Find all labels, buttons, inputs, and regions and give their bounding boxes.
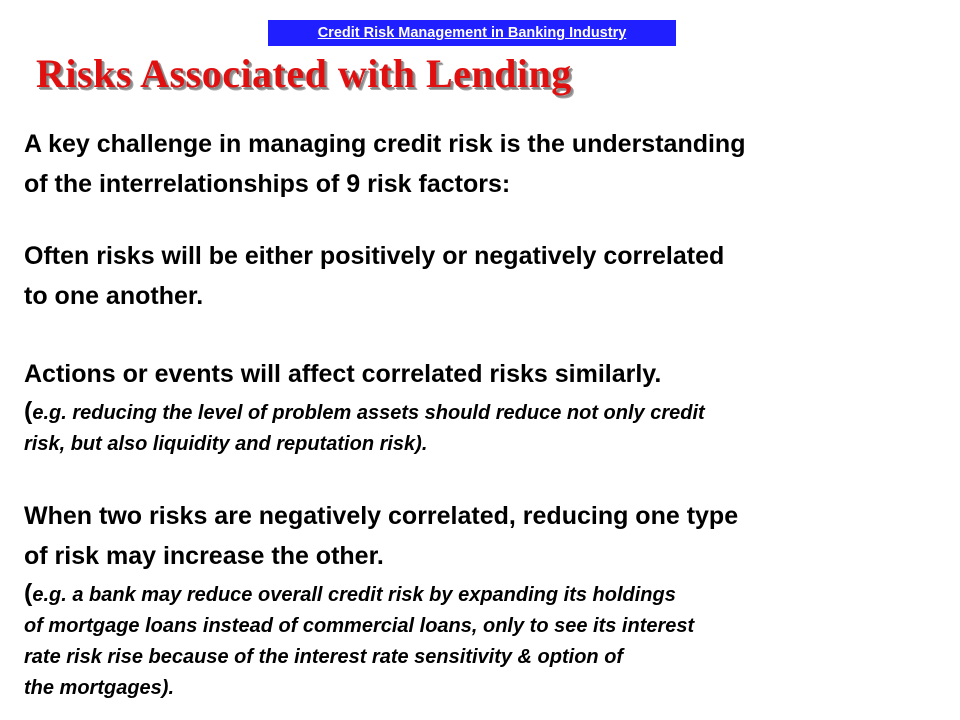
header-banner-text: Credit Risk Management in Banking Industry — [317, 25, 627, 41]
example-negative-correlation — [24, 578, 694, 704]
text-line: When two risks are negatively correlated, reducing one type — [24, 502, 739, 530]
text-line: of the interrelationships of 9 risk factors: — [24, 170, 511, 198]
slide-title: Risks Associated with Lending — [36, 51, 572, 96]
text-line: Often risks will be either positively or negatively correlated — [24, 242, 725, 270]
paragraph-interrelationships — [24, 124, 745, 204]
text-line: A key challenge in managing credit risk is the understanding — [24, 130, 746, 158]
example-text: e.g. a bank may reduce overall credit risk by expanding its holdings — [32, 584, 676, 606]
text-line: Actions or events will affect correlated risks similarly. — [24, 360, 662, 388]
paragraph-negative-correlation — [24, 496, 738, 576]
example-positive-correlation — [24, 396, 705, 460]
text-line — [24, 578, 694, 611]
text-line — [24, 396, 705, 429]
paragraph-correlation — [24, 236, 724, 316]
paragraph-correlated-risks — [24, 354, 661, 394]
open-paren: ( — [24, 579, 33, 607]
example-text: e.g. reducing the level of problem assets should reduce not only credit — [32, 402, 705, 424]
header-banner — [268, 20, 676, 46]
text-line: of risk may increase the other. — [24, 542, 384, 570]
text-line: risk, but also liquidity and reputation risk). — [24, 433, 428, 455]
text-line: rate risk rise because of the interest rate sensitivity & option of — [24, 646, 624, 668]
text-line: to one another. — [24, 282, 204, 310]
open-paren: ( — [24, 397, 33, 425]
text-line: of mortgage loans instead of commercial loans, only to see its interest — [24, 615, 695, 637]
text-line: the mortgages). — [24, 677, 175, 699]
